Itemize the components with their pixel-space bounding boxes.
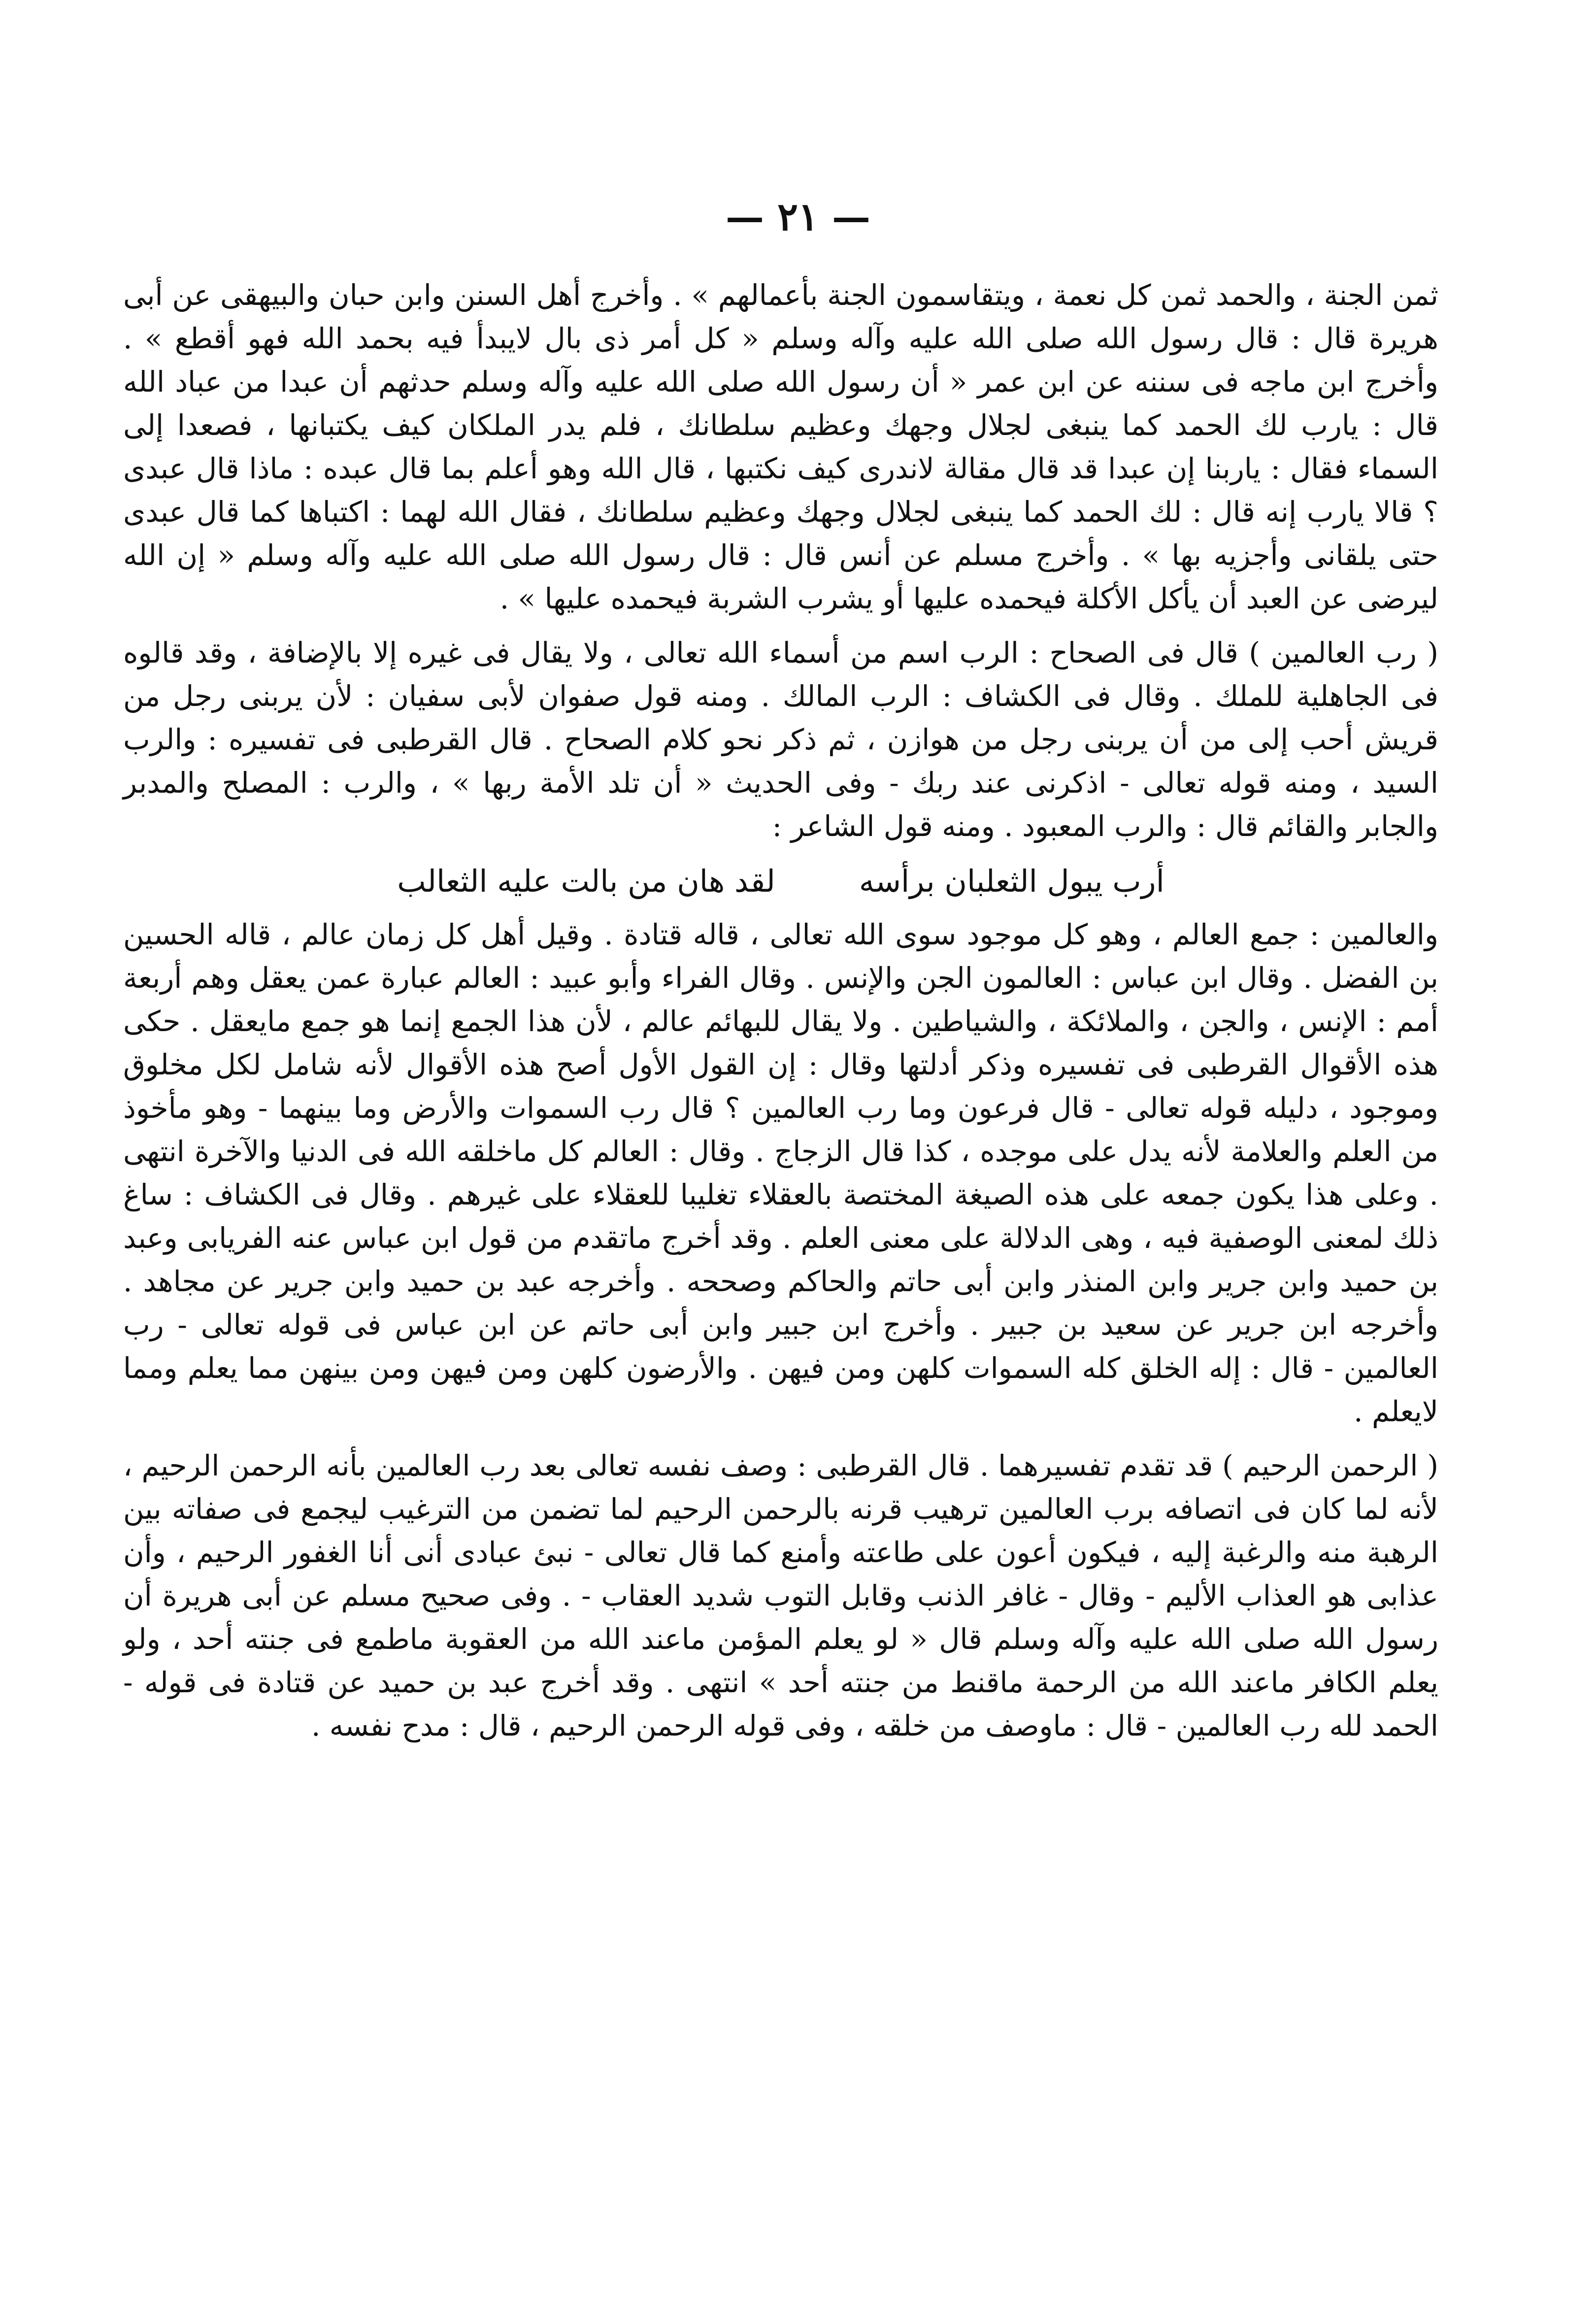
page-number: — ٢١ — xyxy=(725,195,871,239)
paragraph-hadith-praise: ثمن الجنة ، والحمد ثمن كل نعمة ، ويتقاسمون الجنة بأعمالهم » . وأخرج أهل السنن وابن حبان والبيهقى عن أبى هريرة قال : قال رسول الله صلى الله عليه وآله وسلم « كل أمر ذى بال لايبدأ فيه بحمد الله فهو أقطع » . وأخرج ابن ماجه فى سننه عن ابن عمر « أن رسول الله صلى الله عليه وآله وسلم حدثهم أن عبدا من عباد الله قال : يارب لك الحمد كما ينبغى لجلال وجهك وعظيم سلطانك ، فلم يدر الملكان كيف يكتبانها ، فصعدا إلى السماء فقال : ياربنا إن عبدا قد قال مقالة لاندرى كيف نكتبها ، قال الله وهو أعلم بما قال عبده : ماذا قال عبدى ؟ قالا يارب إنه قال : لك الحمد كما ينبغى لجلال وجهك وعظيم سلطانك ، فقال الله لهما : اكتباها كما قال عبدى حتى يلقانى وأجزيه بها » . وأخرج مسلم عن أنس قال : قال رسول الله صلى الله عليه وآله وسلم « إن الله ليرضى عن العبد أن يأكل الأكلة فيحمده عليها أو يشرب الشربة فيحمده عليها » . xyxy=(123,278,1438,615)
paragraph-al-alamin: والعالمين : جمع العالم ، وهو كل موجود سوى الله تعالى ، قاله قتادة . وقيل أهل كل زمان عالم ، قاله الحسين بن الفضل . وقال ابن عباس : العالمون الجن والإنس . وقال الفراء وأبو عبيد : العالم عبارة عمن يعقل وهم أربعة أمم : الإنس ، والجن ، والملائكة ، والشياطين . ولا يقال للبهائم عالم ، لأن هذا الجمع إنما هو جمع مايعقل . حكى هذه الأقوال القرطبى فى تفسيره وذكر أدلتها وقال : إن القول الأول أصح هذه الأقوال لأنه شامل لكل مخلوق وموجود ، دليله قوله تعالى - قال فرعون وما رب العالمين ؟ قال رب السموات والأرض وما بينهما - وهو مأخوذ من العلم والعلامة لأنه يدل على موجده ، كذا قال الزجاج . وقال : العالم كل ماخلقه الله فى الدنيا والآخرة انتهى . وعلى هذا يكون جمعه على هذه الصيغة المختصة بالعقلاء تغليبا للعقلاء على غيرهم . وقال فى الكشاف : ساغ ذلك لمعنى الوصفية فيه ، وهى الدلالة على معنى العلم . وقد أخرج ماتقدم من قول ابن عباس عنه الفريابى وعبد بن حميد وابن جرير وابن المنذر وابن أبى حاتم والحاكم وصححه . وأخرجه عبد بن حميد وابن جرير عن مجاهد . وأخرجه ابن جرير عن سعيد بن جبير . وأخرج ابن جبير وابن أبى حاتم عن ابن عباس فى قوله تعالى - رب العالمين - قال : إله الخلق كله السموات كلهن ومن فيهن . والأرضون كلهن ومن فيهن ومن بينهن مما يعلم ومما لايعلم . xyxy=(123,918,1438,1428)
paragraph-ar-rahman-ar-rahim: ( الرحمن الرحيم ) قد تقدم تفسيرهما . قال القرطبى : وصف نفسه تعالى بعد رب العالمين بأنه الرحمن الرحيم ، لأنه لما كان فى اتصافه برب العالمين ترهيب قرنه بالرحمن الرحيم لما تضمن من الترغيب ليجمع فى صفاته بين الرهبة منه والرغبة إليه ، فيكون أعون على طاعته وأمنع كما قال تعالى - نبئ عبادى أنى أنا الغفور الرحيم ، وأن عذابى هو العذاب الأليم - وقال - غافر الذنب وقابل التوب شديد العقاب - . وفى صحيح مسلم عن أبى هريرة أن رسول الله صلى الله عليه وآله وسلم قال « لو يعلم المؤمن ماعند الله من العقوبة ماطمع فى جنته أحد ، ولو يعلم الكافر ماعند الله من الرحمة ماقنط من جنته أحد » انتهى . وقد أخرج عبد بن حميد عن قتادة فى قوله - الحمد لله رب العالمين - قال : ماوصف من خلقه ، وفى قوله الرحمن الرحيم ، قال : مدح نفسه . xyxy=(123,1449,1438,1742)
verse-second-hemistich: لقد هان من بالت عليه الثعالب xyxy=(397,863,775,899)
page-body xyxy=(123,273,1438,1758)
paragraph-rabb-al-alamin: ( رب العالمين ) قال فى الصحاح : الرب اسم من أسماء الله تعالى ، ولا يقال فى غيره إلا بالإضافة ، وقد قالوه فى الجاهلية للملك . وقال فى الكشاف : الرب المالك . ومنه قول صفوان لأبى سفيان : لأن يربنى رجل من قريش أحب إلى من أن يربنى رجل من هوازن ، ثم ذكر نحو كلام الصحاح . قال القرطبى فى تفسيره : والرب السيد ، ومنه قوله تعالى - اذكرنى عند ربك - وفى الحديث « أن تلد الأمة ربها » ، والرب : المصلح والمدبر والجابر والقائم قال : والرب المعبود . ومنه قول الشاعر : xyxy=(123,636,1438,843)
verse-first-hemistich: أرب يبول الثعلبان برأسه xyxy=(859,863,1164,899)
poetry-verse xyxy=(123,859,1438,904)
